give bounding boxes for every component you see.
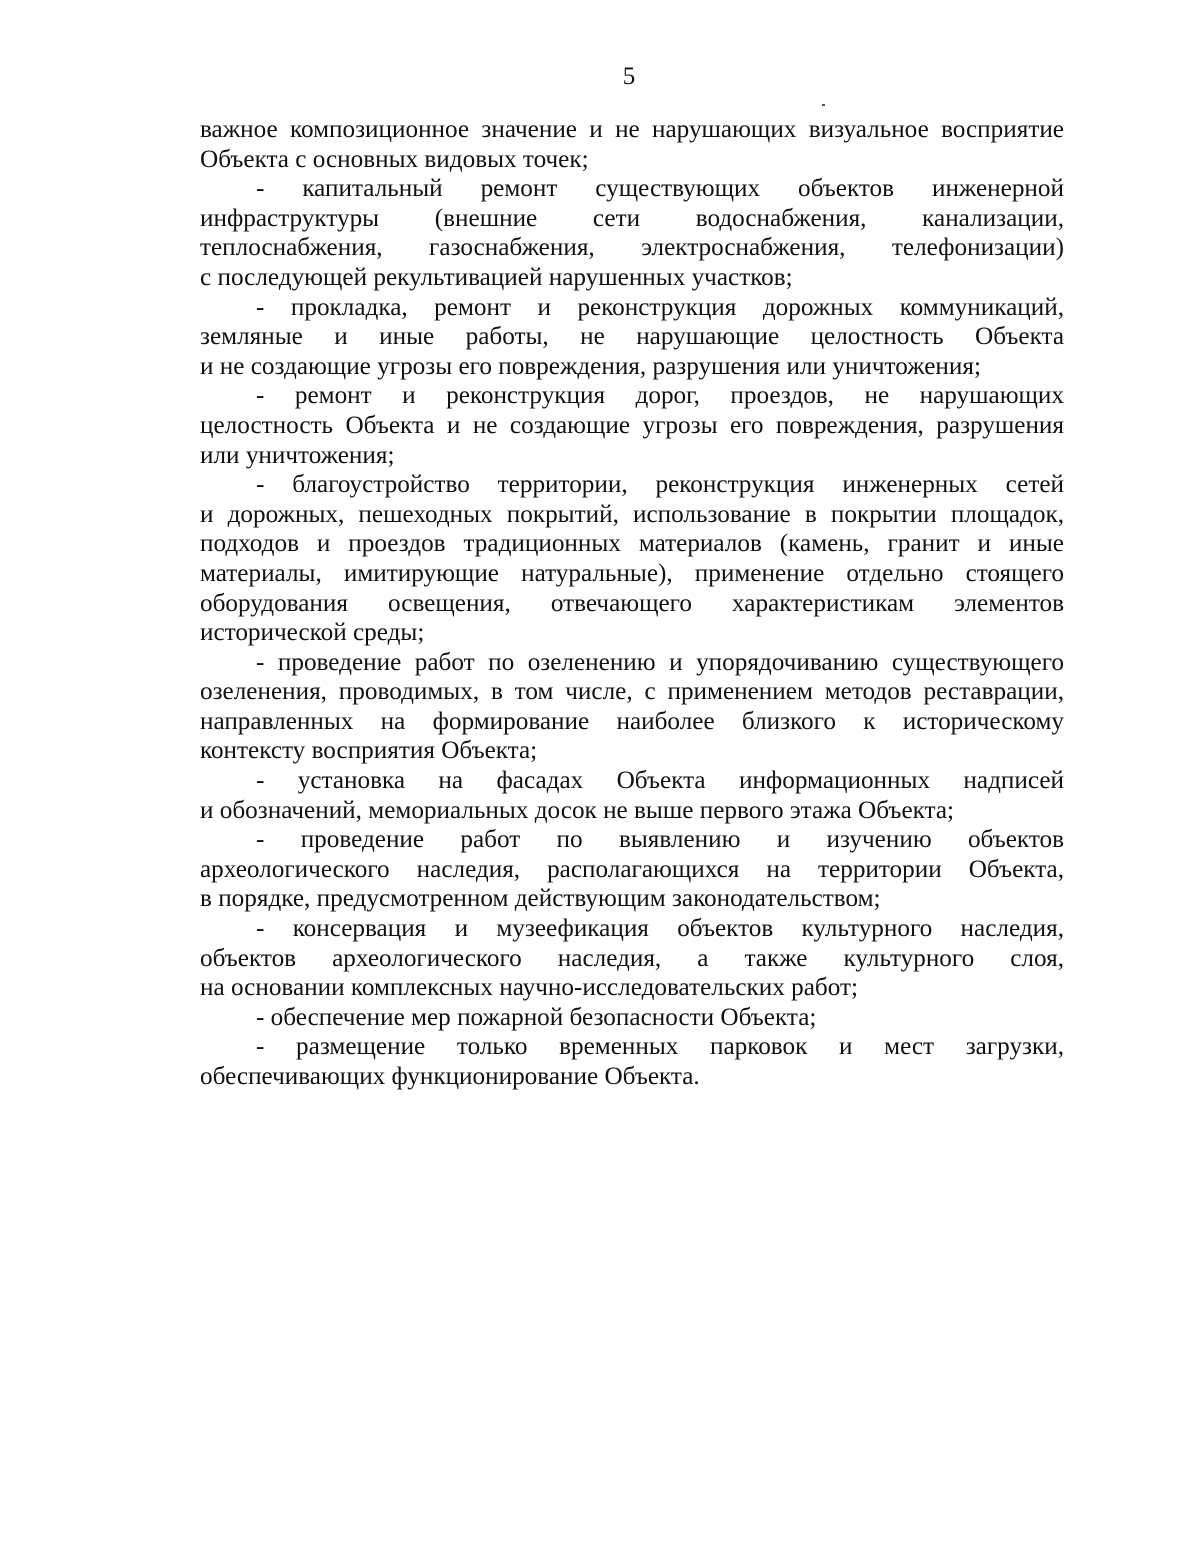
text-line: важное композиционное значение и не нарушающих визуальное восприятие xyxy=(200,116,1064,143)
text-line: оборудования освещения, отвечающего характеристикам элементов xyxy=(200,589,1064,617)
text-line: контексту восприятия Объекта; xyxy=(200,737,538,765)
text-line: - установка на фасадах Объекта информационных надписей xyxy=(256,767,1064,795)
text-line: или уничтожения; xyxy=(200,441,395,469)
text-line: подходов и проездов традиционных материалов (камень, гранит и иные xyxy=(200,530,1064,558)
text-line: Объекта с основных видовых точек; xyxy=(200,145,589,173)
text-line: - благоустройство территории, реконструкция инженерных сетей xyxy=(256,471,1064,499)
text-line: на основании комплексных научно-исследовательских работ; xyxy=(200,974,858,1002)
text-line: - капитальный ремонт существующих объектов инженерной xyxy=(256,175,1064,203)
text-line: - ремонт и реконструкция дорог, проездов, не нарушающих xyxy=(256,382,1064,410)
text-line: направленных на формирование наиболее близкого к историческому xyxy=(200,707,1064,735)
text-line: инфраструктуры (внешние сети водоснабжения, канализации, xyxy=(200,204,1064,232)
text-line: и обозначений, мемориальных досок не выше первого этажа Объекта; xyxy=(200,796,955,824)
text-line: теплоснабжения, газоснабжения, электроснабжения, телефонизации) xyxy=(200,234,1064,262)
text-line: - обеспечение мер пожарной безопасности Объекта; xyxy=(256,1003,817,1031)
text-line: объектов археологического наследия, а также культурного слоя, xyxy=(200,944,1064,972)
text-line: - консервация и музеефикация объектов культурного наследия, xyxy=(256,915,1064,943)
text-line: обеспечивающих функционирование Объекта. xyxy=(200,1063,700,1090)
text-line: и дорожных, пешеходных покрытий, использование в покрытии площадок, xyxy=(200,500,1064,528)
scan-speck xyxy=(822,104,825,106)
page-number: 5 xyxy=(622,63,636,90)
text-line: озеленения, проводимых, в том числе, с применением методов реставрации, xyxy=(200,678,1064,706)
text-line: целостность Объекта и не создающие угрозы его повреждения, разрушения xyxy=(200,411,1064,439)
text-line: земляные и иные работы, не нарушающие целостность Объекта xyxy=(200,323,1064,351)
text-line: с последующей рекультивацией нарушенных участков; xyxy=(200,263,793,291)
text-line: - размещение только временных парковок и мест загрузки, xyxy=(256,1033,1064,1061)
text-line: - проведение работ по озеленению и упорядочиванию существующего xyxy=(256,648,1064,676)
text-line: исторической среды; xyxy=(200,619,425,647)
text-line: - прокладка, ремонт и реконструкция дорожных коммуникаций, xyxy=(256,293,1064,321)
text-line: - проведение работ по выявлению и изучению объектов xyxy=(256,826,1064,854)
text-line: в порядке, предусмотренном действующим законодательством; xyxy=(200,885,881,913)
text-line: материалы, имитирующие натуральные), применение отдельно стоящего xyxy=(200,559,1064,587)
text-line: археологического наследия, располагающихся на территории Объекта, xyxy=(200,855,1064,883)
body-text xyxy=(200,115,1064,1092)
text-line: и не создающие угрозы его повреждения, разрушения или уничтожения; xyxy=(200,352,981,380)
